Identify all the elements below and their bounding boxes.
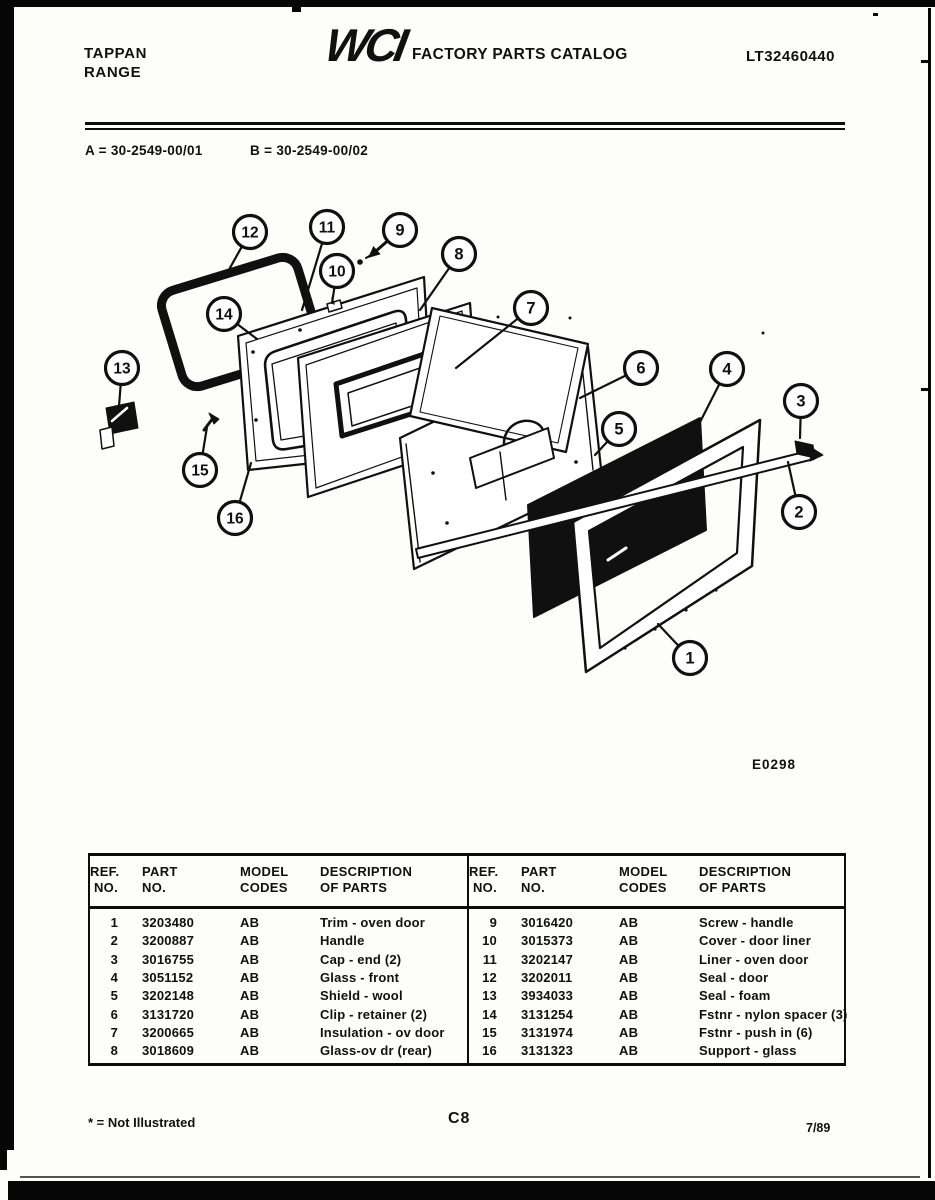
table-row (90, 952, 467, 970)
column-header: REF. (469, 864, 499, 879)
callout-10 (321, 255, 354, 304)
date-code: 7/89 (806, 1121, 831, 1135)
scan-artifact-left-tail (0, 1150, 7, 1170)
catalog-title: FACTORY PARTS CATALOG (412, 46, 628, 63)
table-cell: 12 (482, 969, 497, 985)
scan-artifact-bottom-line (20, 1176, 920, 1178)
table-cell: AB (619, 1024, 639, 1040)
table-cell: 15 (482, 1024, 497, 1040)
model-number-b: B = 30-2549-00/02 (250, 143, 369, 158)
callout-number: 1 (685, 649, 695, 668)
table-cell: Cover - door liner (699, 933, 811, 949)
callout-16 (219, 463, 252, 535)
table-cell: AB (240, 1006, 260, 1022)
table-row (90, 1025, 467, 1043)
brand-line-1: TAPPAN (84, 45, 148, 62)
table-cell: 4 (110, 969, 118, 985)
table-cell: 3131720 (142, 1006, 195, 1022)
table-cell: 3200665 (142, 1024, 195, 1040)
callout-number: 15 (191, 462, 209, 480)
table-cell: AB (619, 988, 639, 1004)
scan-artifact-right-line (928, 8, 931, 1178)
table-cell: 7 (110, 1024, 118, 1040)
callout-number: 10 (328, 263, 346, 281)
column-header: MODEL (240, 864, 289, 879)
table-cell: 5 (110, 988, 118, 1004)
table-row (469, 933, 845, 951)
table-cell: 3131254 (521, 1006, 574, 1022)
callout-2 (783, 462, 816, 529)
wci-logo: WCI (321, 19, 409, 71)
scan-artifact-tick-2 (921, 388, 929, 391)
callout-3 (785, 385, 818, 439)
table-row (469, 970, 845, 988)
callout-4 (696, 353, 744, 431)
column-header: DESCRIPTION (699, 864, 792, 879)
column-header: OF PARTS (320, 880, 388, 895)
table-cell: Glass-ov dr (rear) (320, 1043, 432, 1059)
table-row (90, 1007, 467, 1025)
callout-15 (184, 427, 217, 487)
table-row (90, 988, 467, 1006)
column-header: NO. (521, 880, 546, 895)
table-cell: AB (619, 1006, 639, 1022)
column-header: CODES (619, 880, 667, 895)
table-cell: 8 (110, 1043, 118, 1059)
callout-number: 3 (796, 392, 806, 411)
column-header: NO. (142, 880, 167, 895)
column-header: REF. (90, 864, 120, 879)
table-cell: 3203480 (142, 915, 195, 930)
table-cell: 16 (482, 1043, 497, 1059)
callout-8 (420, 238, 476, 311)
table-cell: 13 (482, 988, 497, 1004)
column-header: NO. (472, 880, 497, 895)
callout-number: 11 (318, 219, 336, 237)
publication-number: LT32460440 (746, 48, 835, 65)
model-number-a: A = 30-2549-00/01 (85, 143, 203, 158)
table-cell: 14 (482, 1006, 497, 1022)
table-cell: Fstnr - nylon spacer (3) (699, 1006, 848, 1022)
callout-number: 7 (526, 299, 536, 318)
callout-number: 4 (722, 360, 732, 379)
column-header: PART (521, 864, 557, 879)
table-row (469, 1043, 845, 1061)
table-cell: 11 (482, 951, 497, 967)
table-cell: AB (240, 1043, 260, 1059)
table-cell: 3131323 (521, 1043, 574, 1059)
callout-14 (208, 298, 258, 340)
table-cell: 1 (110, 915, 118, 930)
figure-code: E0298 (752, 757, 797, 772)
column-header: CODES (240, 880, 288, 895)
table-cell: Cap - end (2) (320, 951, 402, 967)
table-cell: AB (240, 933, 260, 949)
table-row (90, 915, 467, 933)
table-cell: Support - glass (699, 1043, 797, 1059)
callout-number: 12 (241, 224, 259, 242)
column-header: OF PARTS (699, 880, 767, 895)
callout-number: 13 (113, 360, 131, 378)
scan-artifact-top-band (14, 0, 935, 7)
table-row (469, 915, 845, 933)
table-cell: 3202147 (521, 951, 574, 967)
foam-seal-bracket-part (100, 402, 138, 449)
table-cell: 3 (110, 951, 118, 967)
callout-number: 6 (636, 359, 646, 378)
parts-table-left-half (90, 856, 467, 1063)
column-header: DESCRIPTION (320, 864, 413, 879)
table-cell: Insulation - ov door (320, 1024, 445, 1040)
callout-number: 2 (794, 503, 804, 522)
table-cell: 3202011 (521, 969, 573, 985)
table-cell: AB (619, 969, 639, 985)
table-cell: 6 (110, 1006, 118, 1022)
scan-artifact-bottom-band (8, 1181, 935, 1200)
parts-table-right-half (467, 856, 848, 1063)
table-cell: 3015373 (521, 933, 574, 949)
table-row (469, 1006, 848, 1025)
table-cell: Seal - foam (699, 988, 771, 1004)
scan-artifact-tick-1 (921, 60, 929, 63)
table-cell: AB (240, 988, 260, 1004)
column-header: PART (142, 864, 178, 879)
table-cell: 3200887 (142, 933, 195, 949)
table-cell: 3202148 (142, 988, 195, 1004)
table-row (90, 970, 467, 988)
column-header: NO. (93, 880, 118, 895)
table-row (90, 1043, 467, 1061)
table-cell: Handle (320, 933, 365, 949)
table-cell: Seal - door (699, 969, 769, 985)
scan-artifact-mark-1 (292, 3, 301, 12)
table-cell: 3131974 (521, 1024, 574, 1040)
table-cell: AB (619, 951, 639, 967)
table-cell: 3018609 (142, 1043, 195, 1059)
not-illustrated-note: * = Not Illustrated (88, 1115, 196, 1130)
table-cell: Screw - handle (699, 915, 794, 930)
table-cell: 3934033 (521, 988, 574, 1004)
table-cell: AB (619, 933, 639, 949)
table-cell: Glass - front (320, 969, 400, 985)
callout-number: 9 (395, 221, 405, 240)
callout-1 (658, 624, 707, 675)
callout-13 (106, 352, 139, 407)
table-cell: AB (240, 969, 260, 985)
table-cell: AB (619, 915, 639, 930)
table-cell: 10 (482, 933, 497, 949)
callout-number: 8 (454, 245, 464, 264)
table-cell: 3051152 (142, 969, 194, 985)
table-row (469, 988, 845, 1006)
table-cell: Shield - wool (320, 988, 403, 1004)
table-cell: AB (240, 1024, 260, 1040)
column-header: MODEL (619, 864, 668, 879)
page-code: C8 (448, 1110, 471, 1127)
table-cell: 9 (489, 915, 497, 930)
table-cell: AB (240, 951, 260, 967)
table-cell: AB (619, 1043, 639, 1059)
table-cell: 2 (110, 933, 118, 949)
table-cell: Clip - retainer (2) (320, 1006, 428, 1022)
table-row (90, 933, 467, 951)
parts-table (88, 853, 846, 1066)
table-cell: Liner - oven door (699, 951, 809, 967)
table-cell: Trim - oven door (320, 915, 426, 930)
scan-artifact-mark-2 (873, 13, 878, 16)
table-row (469, 952, 845, 970)
callout-9 (368, 214, 417, 259)
callout-5 (595, 413, 636, 456)
callout-number: 5 (614, 420, 624, 439)
table-row (469, 1025, 845, 1043)
callout-number: 14 (215, 306, 233, 324)
table-cell: 3016755 (142, 951, 195, 967)
scan-artifact-left-band (0, 0, 14, 1150)
callout-number: 16 (226, 510, 244, 528)
table-cell: AB (240, 915, 260, 930)
brand-line-2: RANGE (84, 64, 142, 81)
table-cell: 3016420 (521, 915, 574, 930)
table-cell: Fstnr - push in (6) (699, 1024, 813, 1040)
